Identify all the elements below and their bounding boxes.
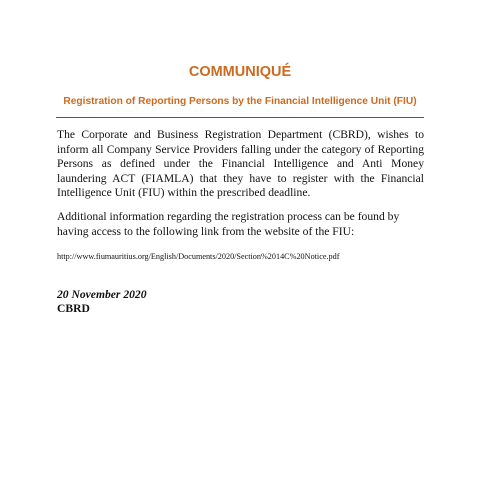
page-title: COMMUNIQUÉ xyxy=(188,64,292,80)
page-subtitle: Registration of Reporting Persons by the Financial Intelligence Unit (FIU) xyxy=(63,96,417,107)
signature-organization: CBRD xyxy=(57,302,90,315)
signature-date: 20 November 2020 xyxy=(57,288,147,301)
body-paragraph-2: Additional information regarding the registration process can be found by having access to the following link from the website of the FIU: xyxy=(57,210,400,238)
fiu-notice-link[interactable]: http://www.fiumauritius.org/English/Documents/2020/Section%2014C%20Notice.pdf xyxy=(57,252,340,261)
divider xyxy=(56,117,424,118)
body-paragraph-1: The Corporate and Business Registration Department (CBRD), wishes to inform all Company Service Providers falling under the category of Reporting Persons as defined under the Financial Intelligence and Anti Money laundering ACT (FIAMLA) that they have to register with the Financial Intelligence Unit (FIU) within the prescribed deadline. xyxy=(57,128,424,200)
